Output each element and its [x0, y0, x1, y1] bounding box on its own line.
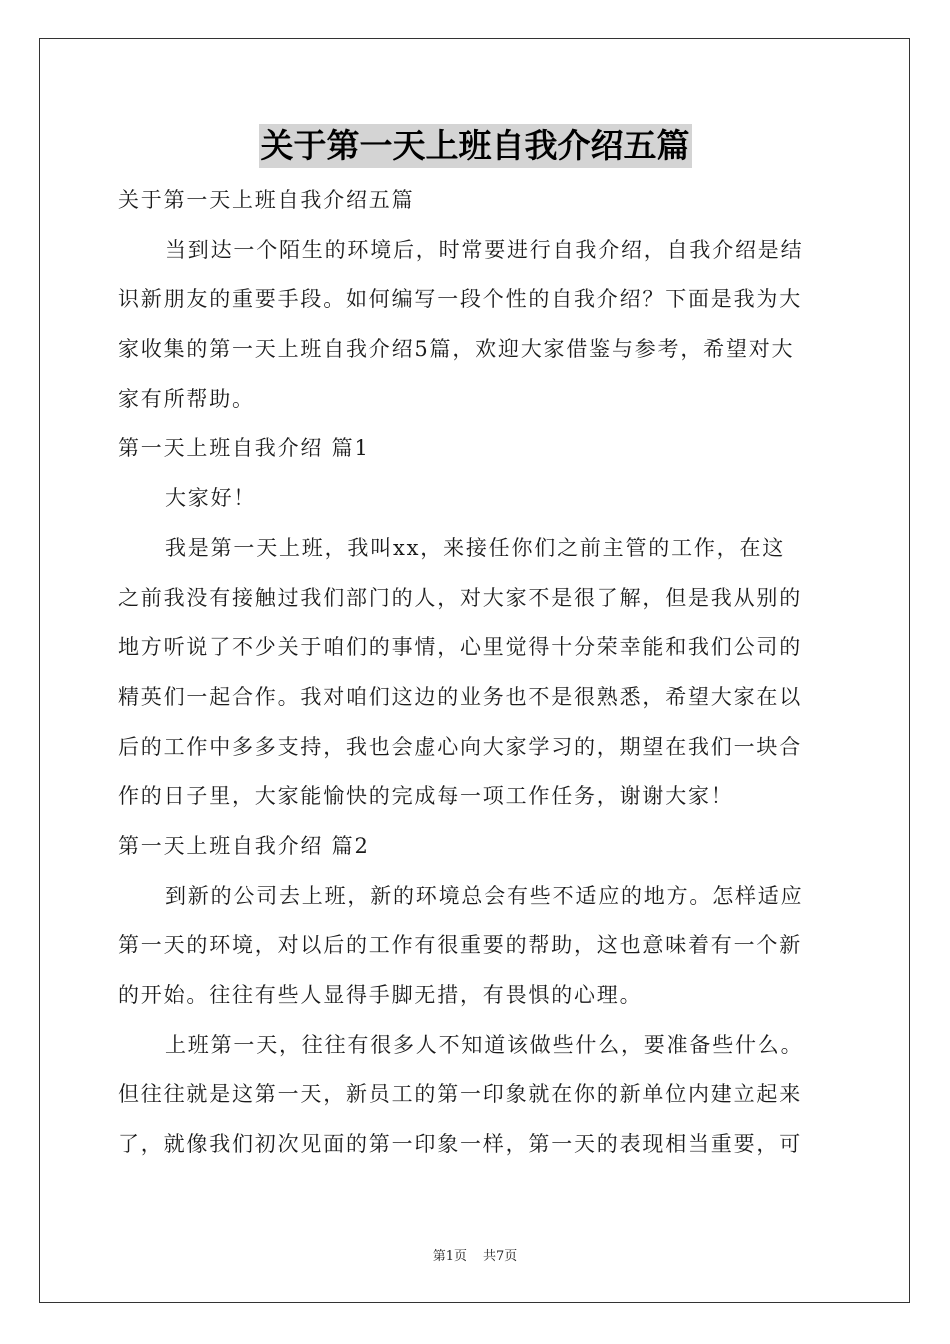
subtitle-line: 关于第一天上班自我介绍五篇: [118, 188, 415, 212]
page-footer: [0, 1247, 950, 1267]
paragraph-line: 的开始。往往有些人显得手脚无措，有畏惧的心理。: [118, 983, 643, 1007]
paragraph-line: 了，就像我们初次见面的第一印象一样，第一天的表现相当重要，可: [118, 1132, 802, 1157]
paragraph-line: 作的日子里，大家能愉快的完成每一项工作任务，谢谢大家！: [118, 784, 734, 809]
paragraph-line: 识新朋友的重要手段。如何编写一段个性的自我介绍？下面是我为大: [118, 287, 802, 312]
paragraph-line: 第一天的环境，对以后的工作有很重要的帮助，这也意味着有一个新: [118, 933, 802, 958]
paragraph-line: 到新的公司去上班，新的环境总会有些不适应的地方。怎样适应: [165, 883, 804, 908]
paragraph-line: 但往往就是这第一天，新员工的第一印象就在你的新单位内建立起来: [118, 1082, 802, 1107]
paragraph-line: 上班第一天，往往有很多人不知道该做些什么，要准备些什么。: [165, 1032, 804, 1057]
paragraph-line: 当到达一个陌生的环境后，时常要进行自我介绍，自我介绍是结: [165, 237, 804, 262]
paragraph-line: 家收集的第一天上班自我介绍5篇，欢迎大家借鉴与参考，希望对大: [118, 337, 795, 362]
paragraph-line: 大家好！: [165, 486, 257, 511]
paragraph-line: 家有所帮助。: [118, 386, 255, 411]
document-title-text: 关于第一天上班自我介绍五篇: [259, 124, 692, 168]
section-heading-1: 第一天上班自我介绍 篇1: [118, 436, 370, 461]
paragraph-line: 后的工作中多多支持，我也会虚心向大家学习的，期望在我们一块合: [118, 734, 802, 759]
page-total: 共7页: [483, 1249, 518, 1264]
document-title: [0, 124, 950, 168]
section-heading-2: 第一天上班自我介绍 篇2: [118, 833, 370, 858]
paragraph-line: 地方听说了不少关于咱们的事情，心里觉得十分荣幸能和我们公司的: [118, 635, 802, 660]
page-number: 第1页: [432, 1249, 467, 1264]
paragraph-line: 之前我没有接触过我们部门的人，对大家不是很了解，但是我从别的: [118, 585, 802, 610]
paragraph-line: 我是第一天上班，我叫xx，来接任你们之前主管的工作，在这: [165, 535, 786, 560]
paragraph-line: 精英们一起合作。我对咱们这边的业务也不是很熟悉，希望大家在以: [118, 684, 802, 709]
document-body: [118, 176, 834, 1170]
